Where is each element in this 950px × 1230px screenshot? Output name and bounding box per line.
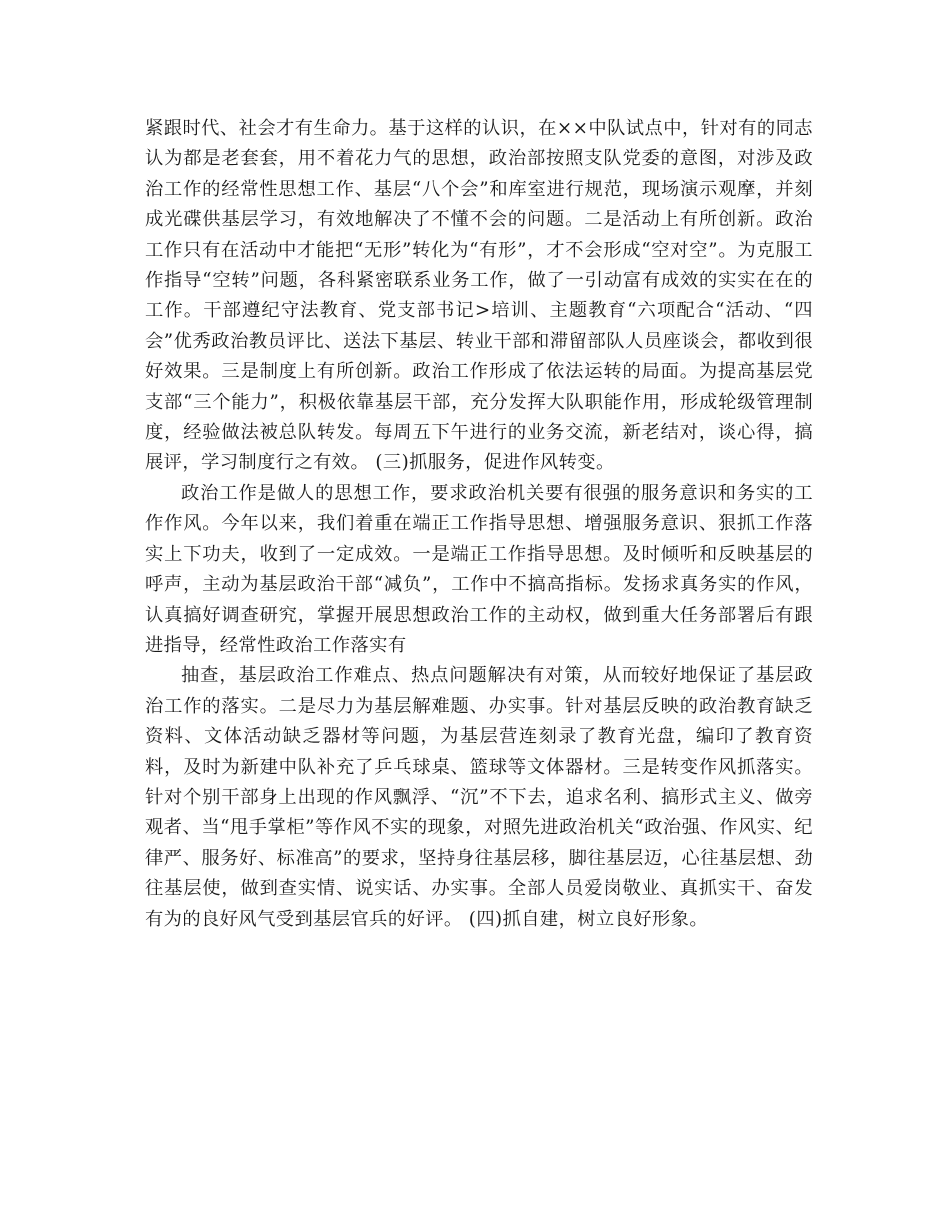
paragraph-3: 抽查，基层政治工作难点、热点问题解决有对策，从而较好地保证了基层政治工作的落实。二是尽力为基层解难题、办实事。针对基层反映的政治教育缺乏资料、文体活动缺乏器材等问题，为基层营连刻录了教育光盘，编印了教育资料，及时为新建中队补充了乒乓球桌、篮球等文体器材。三是转变作风抓落实。针对个别干部身上出现的作风飘浮、“沉”不下去，追求名利、搞形式主义、做旁观者、当“甩手掌柜”等作风不实的现象，对照先进政治机关“政治强、作风实、纪律严、服务好、标准高”的要求，坚持身往基层移，脚往基层迈，心往基层想、劲往基层使，做到查实情、说实话、办实事。全部人员爱岗敬业、真抓实干、奋发有为的良好风气受到基层官兵的好评。 (四)抓自建，树立良好形象。 xyxy=(145,665,813,930)
document-body xyxy=(145,114,813,935)
paragraph-1: 紧跟时代、社会才有生命力。基于这样的认识，在××中队试点中，针对有的同志认为都是老套套，用不着花力气的思想，政治部按照支队党委的意图，对涉及政治工作的经常性思想工作、基层“八个会”和库室进行规范，现场演示观摩，并刻成光碟供基层学习，有效地解决了不懂不会的问题。二是活动上有所创新。政治工作只有在活动中才能把“无形”转化为“有形”，才不会形成“空对空”。为克服工作指导“空转”问题，各科紧密联系业务工作，做了一引动富有成效的实实在在的工作。干部遵纪守法教育、党支部书记>培训、主题教育“六项配合“活动、“四会”优秀政治教员评比、送法下基层、转业干部和滞留部队人员座谈会，都收到很好效果。三是制度上有所创新。政治工作形成了依法运转的局面。为提高基层党支部“三个能力”，积极依靠基层干部，充分发挥大队职能作用，形成轮级管理制度，经验做法被总队转发。每周五下午进行的业务交流，新老结对，谈心得，搞展评，学习制度行之有效。 (三)抓服务，促进作风转变。 xyxy=(145,118,813,474)
paragraph-2: 政治工作是做人的思想工作，要求政治机关要有很强的服务意识和务实的工作作风。今年以来，我们着重在端正工作指导思想、增强服务意识、狠抓工作落实上下功夫，收到了一定成效。一是端正工作指导思想。及时倾听和反映基层的呼声，主动为基层政治干部“减负”，工作中不搞高指标。发扬求真务实的作风，认真搞好调查研究，掌握开展思想政治工作的主动权，做到重大任务部署后有跟进指导，经常性政治工作落实有 xyxy=(145,482,813,656)
